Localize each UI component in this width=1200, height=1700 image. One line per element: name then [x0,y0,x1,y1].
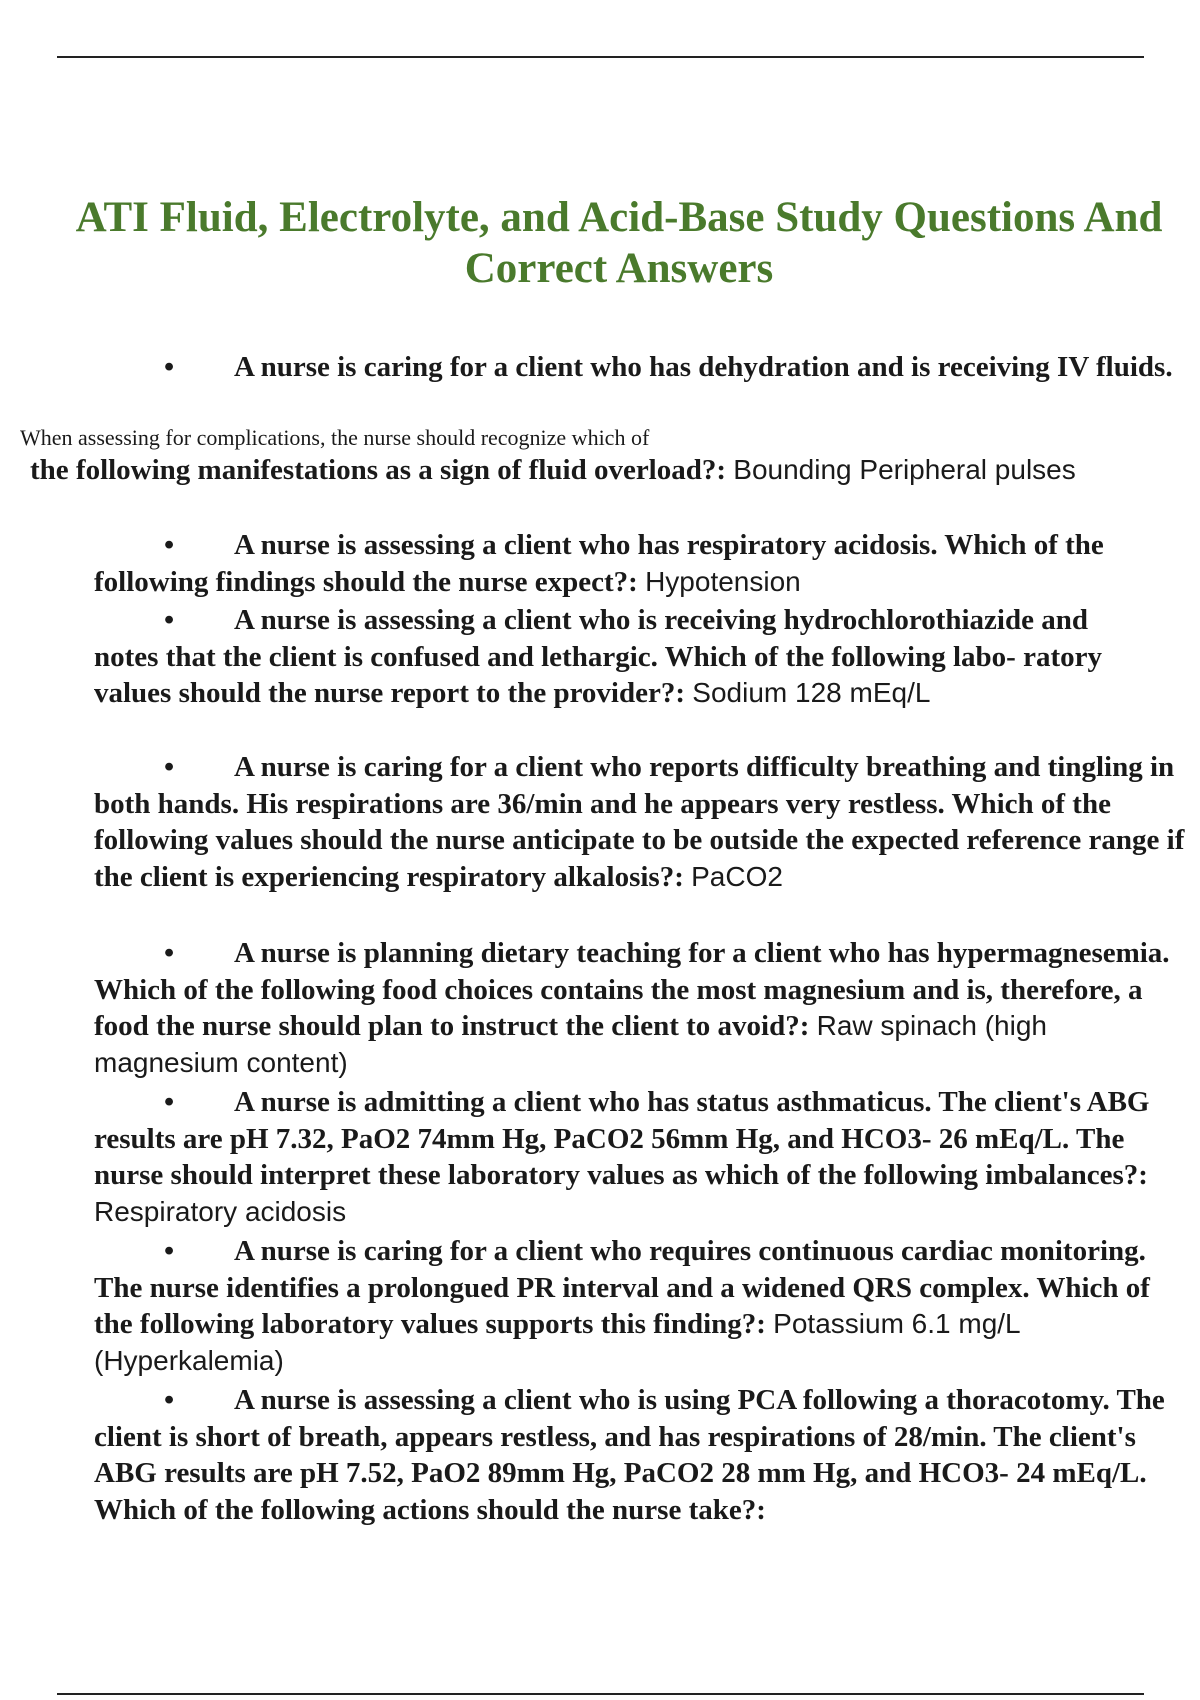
bullet-icon: • [164,751,175,783]
question-6-text: A nurse is admitting a client who has status asthmaticus. The client's ABG results are pH 7.32, PaO2 74mm Hg, PaCO2 56mm Hg, and HCO3- 26 mEq/L. The nurse should interpret these laboratory values as which of the following imbalances?: [94,1086,1150,1191]
question-7 [94,1233,1184,1379]
question-5 [94,935,1174,1081]
question-5-text: A nurse is planning dietary teaching for a client who has hypermagnesemia. Which of the following food choices contains the most magnesium and is, therefore, a food the nurse should plan to instruct the client to avoid?: [94,937,1170,1042]
question-1-text-cont: the following manifestations as a sign of fluid overload?: [30,454,727,486]
question-4 [94,749,1200,895]
question-8-text: A nurse is assessing a client who is using PCA following a thoracotomy. The client is short of breath, appears restless, and has respirations of 28/min. The client's ABG results are pH 7.52, PaO2 89mm Hg, PaCO2 28 mm Hg, and HCO3- 24 mEq/L. Which of the following actions should the nurse take?: [94,1384,1165,1526]
question-6 [94,1084,1184,1230]
bottom-rule [57,1693,1144,1695]
bullet-icon: • [164,529,175,561]
question-1-continuation [30,452,1150,488]
bullet-icon: • [164,1086,175,1118]
question-2-text: A nurse is assessing a client who has respiratory acidosis. Which of the following findings should the nurse expect?: [94,529,1104,598]
question-1 [94,349,1194,386]
answer-2: Hypotension [645,565,801,597]
answer-6: Respiratory acidosis [94,1195,347,1227]
question-4-text: A nurse is caring for a client who reports difficulty breathing and tingling in both hands. His respirations are 36/min and he appears very restless. Which of the following values should the nurse anticipate to be outside the expected reference range if the client is experiencing respiratory alkalosis?: [94,751,1185,893]
question-2 [94,527,1174,600]
bullet-icon: • [164,937,175,969]
question-3 [94,602,1144,712]
bullet-icon: • [164,1235,175,1267]
bullet-icon: • [164,604,175,636]
answer-3: Sodium 128 mEq/L [692,677,931,708]
answer-1: Bounding Peripheral pulses [733,454,1076,485]
answer-7: Potassium 6.1 mg/L (Hyperkalemia) [94,1308,1020,1376]
bullet-icon: • [164,351,175,383]
answer-5: Raw spinach (high magnesium content) [94,1010,1047,1078]
question-8 [94,1382,1200,1528]
top-rule [57,56,1144,58]
question-7-text: A nurse is caring for a client who requires continuous cardiac monitoring. The nurse identifies a prolongued PR interval and a widened QRS complex. Which of the following laboratory values supports this finding?: [94,1235,1150,1340]
bullet-icon: • [164,1384,175,1416]
question-3-text: A nurse is assessing a client who is receiving hydrochlorothiazide and notes that the client is confused and lethargic. Which of the following labo- ratory values should the nurse report to the provider?: [94,604,1102,709]
document-title: ATI Fluid, Electrolyte, and Acid-Base Study Questions And Correct Answers [75,194,1163,292]
question-1-text: A nurse is caring for a client who has dehydration and is receiving IV fluids. [234,351,1173,383]
answer-4: PaCO2 [691,860,783,892]
question-1-small-line: When assessing for complications, the nurse should recognize which of [20,425,650,450]
